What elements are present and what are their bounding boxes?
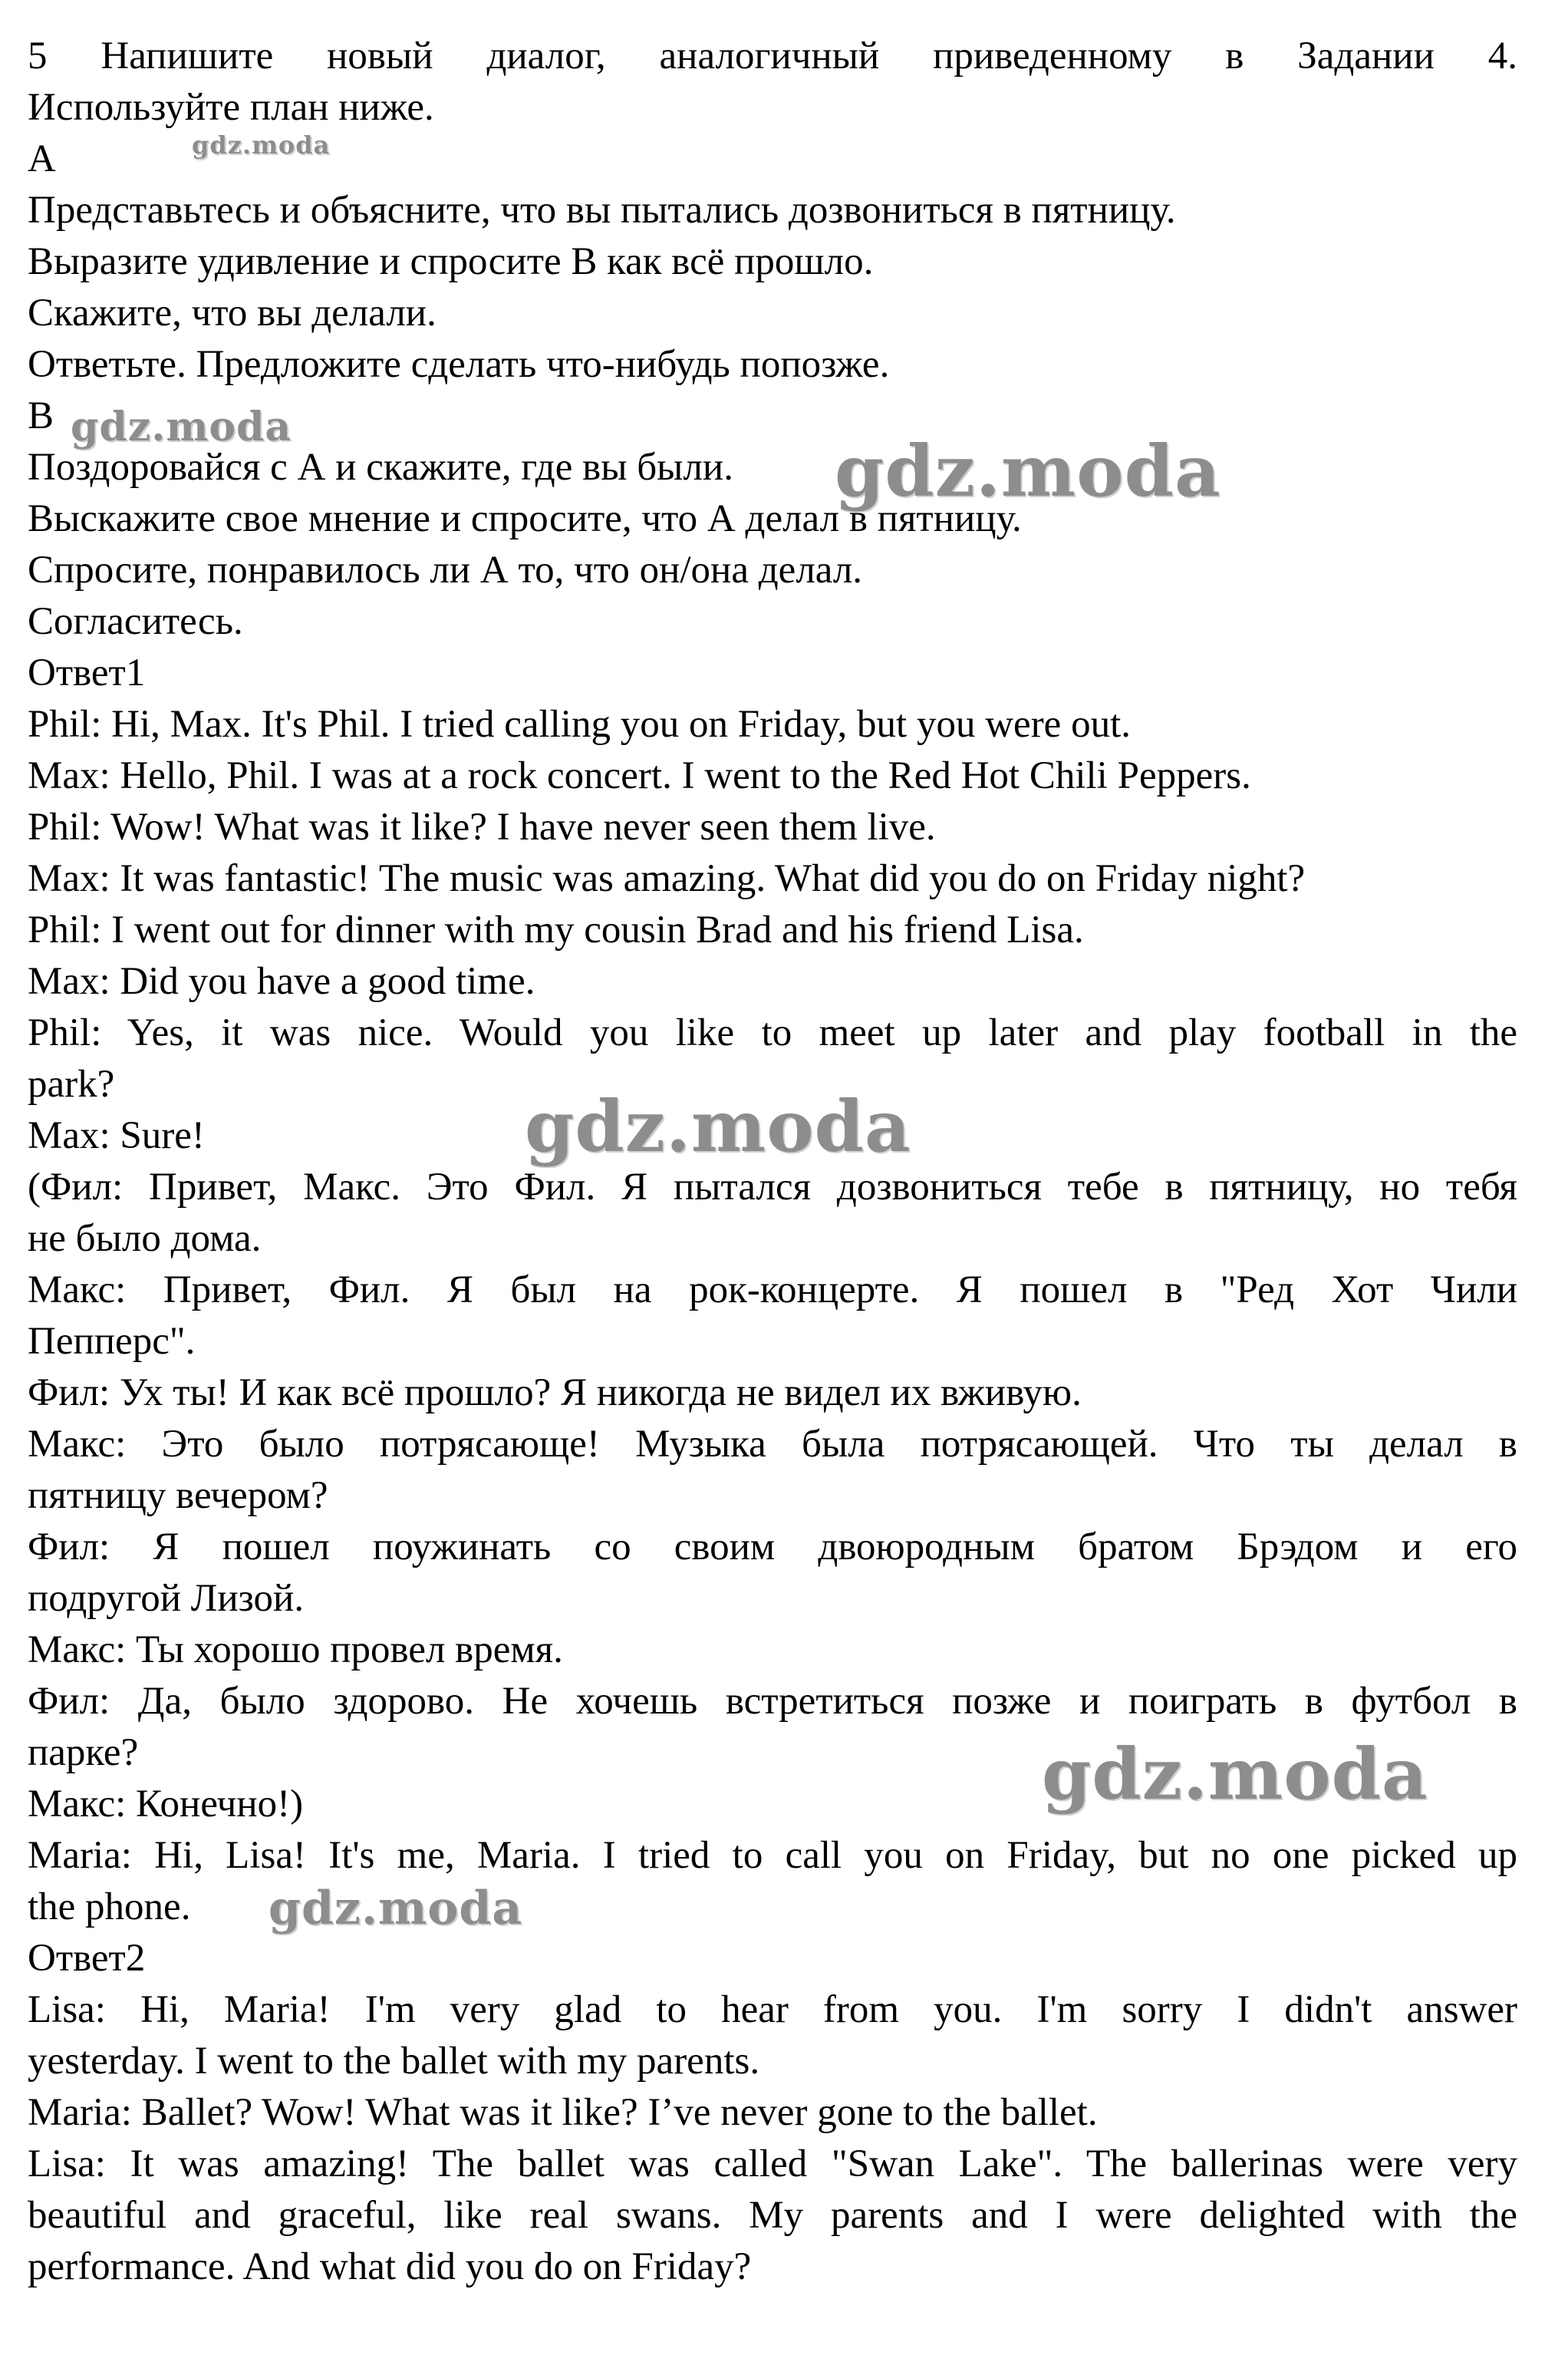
translation-line: Фил: Да, было здорово. Не хочешь встретиться позже и поиграть в футбол в	[28, 1680, 1517, 1723]
watermark: gdz.moda	[525, 1085, 911, 1168]
translation-line: пятницу вечером?	[28, 1474, 328, 1517]
dialogue-line: Max: Hello, Phil. I was at a rock concert. I went to the Red Hot Chili Peppers.	[28, 754, 1251, 797]
plan-a-step: Ответьте. Предложите сделать что-нибудь попозже.	[28, 343, 890, 386]
translation-line: Фил: Ух ты! И как всё прошло? Я никогда не видел их вживую.	[28, 1371, 1082, 1414]
dialogue-line: Maria: Ballet? Wow! What was it like? I’ve never gone to the ballet.	[28, 2091, 1098, 2134]
translation-line: Макс: Это было потрясающе! Музыка была потрясающей. Что ты делал в	[28, 1423, 1517, 1466]
translation-line: Макс: Ты хорошо провел время.	[28, 1628, 563, 1671]
watermark: gdz.moda	[835, 430, 1221, 513]
translation-line: подругой Лизой.	[28, 1577, 305, 1620]
dialogue-line: Max: Did you have a good time.	[28, 960, 535, 1003]
dialogue-line: beautiful and graceful, like real swans. My parents and I were delighted with the	[28, 2194, 1517, 2237]
watermark: gdz.moda	[1042, 1733, 1428, 1816]
dialogue-line: Lisa: Hi, Maria! I'm very glad to hear from you. I'm sorry I didn't answer	[28, 1988, 1517, 2031]
watermark: gdz.moda	[268, 1882, 523, 1935]
plan-b-step: Согласитесь.	[28, 600, 243, 643]
plan-b-step: Спросите, понравилось ли А то, что он/она делал.	[28, 549, 863, 592]
plan-b-step: Выскажите свое мнение и спросите, что А делал в пятницу.	[28, 497, 1022, 540]
answer1-label: Ответ1	[28, 651, 146, 694]
plan-a-label: A	[28, 137, 56, 180]
plan-b-label: B	[28, 394, 54, 437]
dialogue-line: Lisa: It was amazing! The ballet was called "Swan Lake". The ballerinas were very	[28, 2142, 1517, 2185]
dialogue-line: Maria: Hi, Lisa! It's me, Maria. I tried to call you on Friday, but no one picked up	[28, 1834, 1517, 1877]
watermark: gdz.moda	[192, 130, 331, 160]
dialogue-line: Phil: Yes, it was nice. Would you like to meet up later and play football in the	[28, 1011, 1517, 1054]
plan-b-step: Поздоровайся с А и скажите, где вы были.	[28, 446, 733, 489]
document-page	[28, 31, 1517, 2293]
answer2-label: Ответ2	[28, 1937, 146, 1980]
plan-a-step: Скажите, что вы делали.	[28, 292, 436, 335]
translation-line: (Фил: Привет, Макс. Это Фил. Я пытался дозвониться тебе в пятницу, но тебя	[28, 1166, 1517, 1209]
translation-line: не было дома.	[28, 1217, 262, 1260]
translation-line: Макс: Конечно!)	[28, 1783, 304, 1826]
translation-line: Фил: Я пошел поужинать со своим двоюродным братом Брэдом и его	[28, 1526, 1517, 1568]
dialogue-line: Max: It was fantastic! The music was amazing. What did you do on Friday night?	[28, 857, 1306, 900]
translation-line: Макс: Привет, Фил. Я был на рок-концерте. Я пошел в "Ред Хот Чили	[28, 1268, 1517, 1311]
task-heading-cont: Используйте план ниже.	[28, 86, 434, 129]
plan-a-step: Выразите удивление и спросите В как всё прошло.	[28, 240, 874, 283]
task-heading: 5 Напишите новый диалог, аналогичный приведенному в Задании 4.	[28, 35, 1517, 78]
dialogue-line: park?	[28, 1063, 115, 1106]
watermark: gdz.moda	[71, 404, 292, 450]
translation-line: парке?	[28, 1731, 139, 1774]
plan-a-step: Представьтесь и объясните, что вы пытались дозвониться в пятницу.	[28, 189, 1176, 232]
dialogue-line: Phil: Hi, Max. It's Phil. I tried calling you on Friday, but you were out.	[28, 703, 1131, 746]
dialogue-line: yesterday. I went to the ballet with my parents.	[28, 2040, 760, 2083]
dialogue-line: Max: Sure!	[28, 1114, 205, 1157]
dialogue-line: Phil: I went out for dinner with my cousin Brad and his friend Lisa.	[28, 909, 1084, 952]
translation-line: Пепперс".	[28, 1320, 196, 1363]
dialogue-line: Phil: Wow! What was it like? I have never seen them live.	[28, 806, 936, 849]
dialogue-line: the phone.	[28, 1885, 191, 1928]
dialogue-line: performance. And what did you do on Friday?	[28, 2245, 752, 2288]
